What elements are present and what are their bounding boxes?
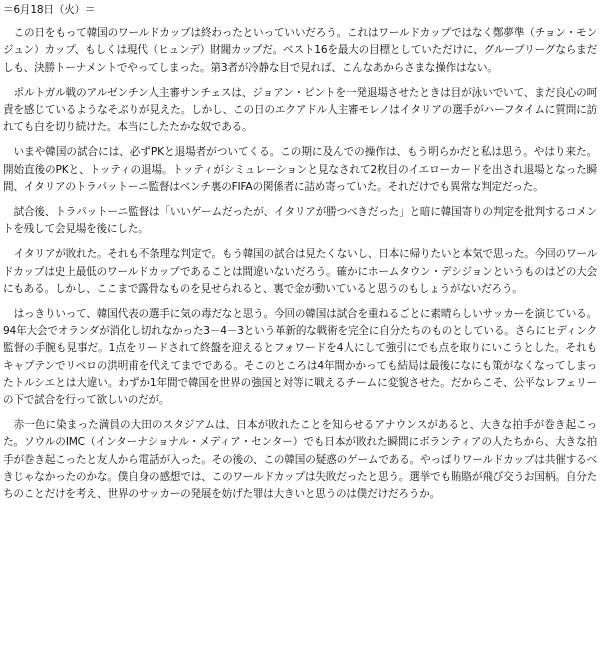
paragraph: ポルトガル戦のアルゼンチン人主審サンチェスは、ジョアン・ピントを一発退場させたときは目が泳いでいて、まだ良心の呵責を感じているようなそぶりが見えた。しかし、この日のエクアドル人主審モレノはイタリアの選手がハーフタイムに質問に訪れても白を切り続けた。本当にしたたかな奴である。 [3,86,597,134]
paragraph: 試合後、トラパットーニ監督は「いいゲームだったが、イタリアが勝つべきだった」と暗に韓国寄りの判定を批判するコメントを残して会見場を後にした。 [3,206,597,236]
paragraph: いまや韓国の試合には、必ずPKと退場者がついてくる。この期に及んでの操作は、もう明らかだと私は思う。やはり来た。開始直後のPKと、トッティの退場。トッティがシミュレーションと見なされて2枚目のイエローカードを出され退場となった瞬間、イタリアのトラパットーニ監督はベンチ裏のFIFAの関係者に詰め寄っていた。それだけでも異常な判定だった。 [3,146,597,193]
paragraph: 赤一色に染まった満員の大田のスタジアムは、日本が敗れたことを知らせるアナウンスがあると、大きな拍手が巻き起こった。ソウルのIMC（インターナショナル・メディア・センター）でも日本が敗れた瞬間にボランティアの人たちから、大きな拍手が巻き起こったと友人から電話が入った。その後の、この韓国の疑惑のゲームである。やっぱりワールドカップは共催するべきじゃなかったのかな。僕自身の感想では、このワールドカップは失敗だったと思う。選挙でも賄賂が飛び交うお国柄。自分たちのことだけを考え、世界のサッカーの発展を妨げた罪は大きいと思うのは僕だけだろうか。 [3,419,597,501]
paragraph: はっきりいって、韓国代表の選手に気の毒だなと思う。今回の韓国は試合を重ねるごとに素晴らしいサッカーを演じている。94年大会でオランダが消化し切れなかった3－4－3という革新的な戦術を完全に自分たちのものとしている。さらにヒディンク監督の手腕も見事だ。1点をリードされて終盤を迎えるとフォワードを4人にして強引にでも点を取りにいこうとした。それもキャプテンでリベロの洪明甫を代えてまでである。そこのところは4年間かかっても結局は最後になにも策がなくなってしまったトルシエとは大違い。わずか1年間で韓国を世界の強国と対等に戦えるチームに変貌させた。だからこそ、公平なレフェリーの下で試合を行って欲しいのだが。 [3,308,597,407]
paragraph: この日をもって韓国のワールドカップは終わったといっていいだろう。これはワールドカップではなく鄭夢準（チョン・モンジュン）カップ、もしくは現代（ヒュンデ）財閥カップだ。ベスト16を最大の目標としていただけに、グループリーグならまだしも、決勝トーナメントでやってしまった。第3者が冷静な目で見れば、こんなあからさまな操作はない。 [3,27,597,74]
paragraph: イタリアが敗れた。それも不条理な判定で。もう韓国の試合は見たくないし、日本に帰りたいと本気で思った。今回のワールドカップは史上最低のワールドカップであることは間違いないだろう。確かにホームタウン・デシジョンというものはどの大会にもある。しかし、ここまで露骨なものを見せられると、裏で金が動いていると思うのもしょうがないだろう。 [3,248,597,295]
date-heading: ＝6月18日（火）＝ [3,4,96,16]
